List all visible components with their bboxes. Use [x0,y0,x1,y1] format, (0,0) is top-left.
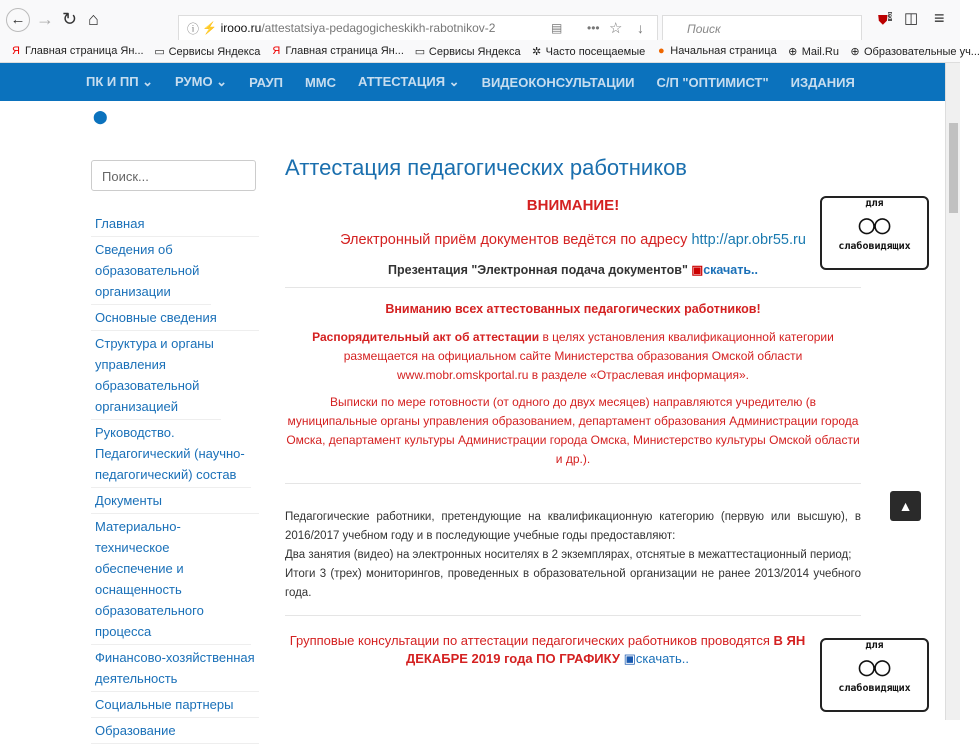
nav-raup[interactable]: РАУП [249,74,283,90]
presentation-text: Презентация "Электронная подача документов" [388,263,688,277]
bookmark-label: Образовательные уч... [864,45,980,58]
sidebar-item[interactable]: Документы [91,488,259,514]
reload-button[interactable]: ↻ [62,9,78,29]
home-button[interactable]: ⌂ [88,9,99,29]
bookmark-label: Сервисы Яндекса [168,45,261,58]
divider [285,287,861,288]
widget-label-top: для [865,198,884,209]
back-button[interactable]: ← [6,8,30,32]
divider [285,483,861,484]
url-bar[interactable] [178,15,658,41]
nav-rumo[interactable]: РУМО ⌄ [175,74,228,89]
page-title: Аттестация педагогических работников [285,155,687,180]
glasses-icon: ◯◯ [858,652,891,682]
yandex-icon: Я [272,45,281,57]
requirements-item: Итоги 3 (трех) мониторингов, проведенных в образовательной организации не ранее 2013/2014 учебного года. [285,568,861,599]
requirements-text: Педагогические работники, претендующие на квалификационную категорию (первую или высшую), в 2016/2017 учебном году и в последующие учебные годы предоставляют: [285,511,861,542]
act-bold: Распорядительный акт об аттестации [312,330,540,344]
site-nav [0,63,945,101]
notice-heading: Вниманию всех аттестованных педагогических работников! [385,302,761,316]
download-icon[interactable]: ↓ [637,20,644,36]
bookmark-item[interactable] [10,45,144,57]
download-schedule-link[interactable]: скачать.. [635,651,690,666]
globe-icon: ⊕ [788,45,798,58]
sidebar-toggle-icon[interactable]: ◫ [904,10,919,27]
reader-icon[interactable]: ▤ [551,21,563,35]
browser-search[interactable] [662,15,862,41]
group-consult-text: Групповые консультации по аттестации педагогических работников проводятся [289,633,770,648]
extension-badge: 3 [887,12,893,21]
bookmark-label: Начальная страница [670,45,777,57]
sidebar-menu [91,211,259,744]
url-path: /attestatsiya-pedagogicheskikh-rabotnikov-2 [261,21,496,35]
sidebar-item[interactable]: Финансово-хозяйственная деятельность [91,645,259,692]
map-pin-icon[interactable]: ⬤ [93,109,108,124]
nav-video[interactable]: ВИДЕОКОНСУЛЬТАЦИИ [481,74,635,90]
forward-button[interactable]: → [36,9,54,29]
yandex-icon: Я [12,45,20,57]
sidebar-item[interactable]: Главная [91,211,259,237]
bookmark-item[interactable] [787,45,839,58]
bookmark-item[interactable] [531,45,646,58]
extension-icon[interactable]: ⛊$^3$ [878,12,893,28]
page-scrollbar[interactable] [945,63,960,720]
sidebar-item[interactable]: Материально-техническое обеспечение и оснащенность образовательного процесса [91,514,251,645]
glasses-icon: ◯◯ [858,210,891,240]
globe-icon: ⊕ [850,45,860,58]
gear-icon: ✲ [532,45,542,58]
nav-optimist[interactable]: С/П "ОПТИМИСТ" [656,74,769,90]
widget-label-bottom: слабовидящих [838,241,911,252]
sidebar-search-input[interactable] [91,160,256,191]
nav-pk-pp[interactable]: ПК И ПП ⌄ [86,74,154,89]
bookmark-label: Главная страница Ян... [285,45,404,57]
nav-mms[interactable]: ММС [304,74,336,90]
widget-label-top: для [865,640,884,651]
electronic-text: Электронный приём документов ведётся по адресу [340,232,688,248]
sidebar-item[interactable]: Основные сведения [91,305,259,331]
group-consult-date: ДЕКАБРЕ 2019 года ПО ГРАФИКУ [405,651,620,666]
nav-attestation[interactable]: АТТЕСТАЦИЯ ⌄ [358,74,460,89]
browser-toolbar [0,0,960,40]
attention-heading: ВНИМАНИЕ! [526,197,620,214]
insecure-icon: ⚡ [202,21,221,35]
bookmarks-bar [0,40,980,63]
sidebar-item[interactable]: Образование [91,718,259,744]
bookmark-item[interactable] [270,45,404,57]
sidebar-item[interactable]: Руководство. Педагогический (научно-педагогический) состав [91,420,251,488]
bookmark-label: Часто посещаемые [545,45,646,58]
low-vision-widget[interactable] [820,638,929,712]
bookmark-item[interactable] [414,45,521,58]
sidebar-item[interactable]: Сведения об образовательной организации [91,237,211,305]
bookmark-item[interactable] [154,45,261,58]
bookmark-label: Главная страница Ян... [25,45,144,57]
search-placeholder: Поиск [687,22,721,36]
divider [285,615,861,616]
search-placeholder: Поиск... [102,169,149,184]
info-icon: ⓘ [187,21,203,36]
bookmark-item[interactable] [655,45,776,57]
scroll-to-top-button[interactable] [890,491,921,521]
doc-icon: ▣ [623,651,636,666]
low-vision-widget[interactable] [820,196,929,270]
sidebar-item[interactable]: Структура и органы управления образовательной организацией [91,331,221,420]
widget-label-bottom: слабовидящих [838,683,911,694]
download-link[interactable]: скачать.. [703,263,758,277]
url-host: irooo.ru [220,21,262,35]
bookmark-item[interactable] [849,45,980,58]
more-icon[interactable]: ••• [587,21,600,35]
pdf-icon: ▣ [691,263,704,277]
act-text: в целях установления квалификационной категории размещается на официальном сайте Министерства образования Омской области www.mobr.omskportal.ru в разделе «Отраслевая информация». [343,330,834,382]
bookmark-star-icon[interactable]: ☆ [609,20,623,37]
main-content [285,155,861,667]
chevron-up-icon: ▲ [898,498,913,514]
scrollbar-thumb[interactable] [949,123,958,213]
sidebar-item[interactable]: Социальные партнеры [91,692,259,718]
extracts-text: Выписки по мере готовности (от одного до двух месяцев) направляются учредителю (в муниципальные органы управления образованием, департамент образования Администрации города Омска, департамент культуры Администрации города Омска, Министерство культуры Омской области и др.). [286,395,860,466]
bookmark-label: Mail.Ru [801,45,839,58]
nav-publications[interactable]: ИЗДАНИЯ [790,74,855,90]
folder-icon: ▭ [154,45,165,58]
bookmark-label: Сервисы Яндекса [428,45,521,58]
firefox-icon: ● [657,45,665,57]
requirements-item: Два занятия (видео) на электронных носителях в 2 экземплярах, отснятые в межаттестационный период; [285,549,852,561]
menu-icon[interactable]: ≡ [934,8,945,28]
electronic-link[interactable]: http://apr.obr55.ru [691,232,806,248]
folder-icon: ▭ [414,45,426,58]
group-consult-bold: В ЯН [773,633,806,648]
